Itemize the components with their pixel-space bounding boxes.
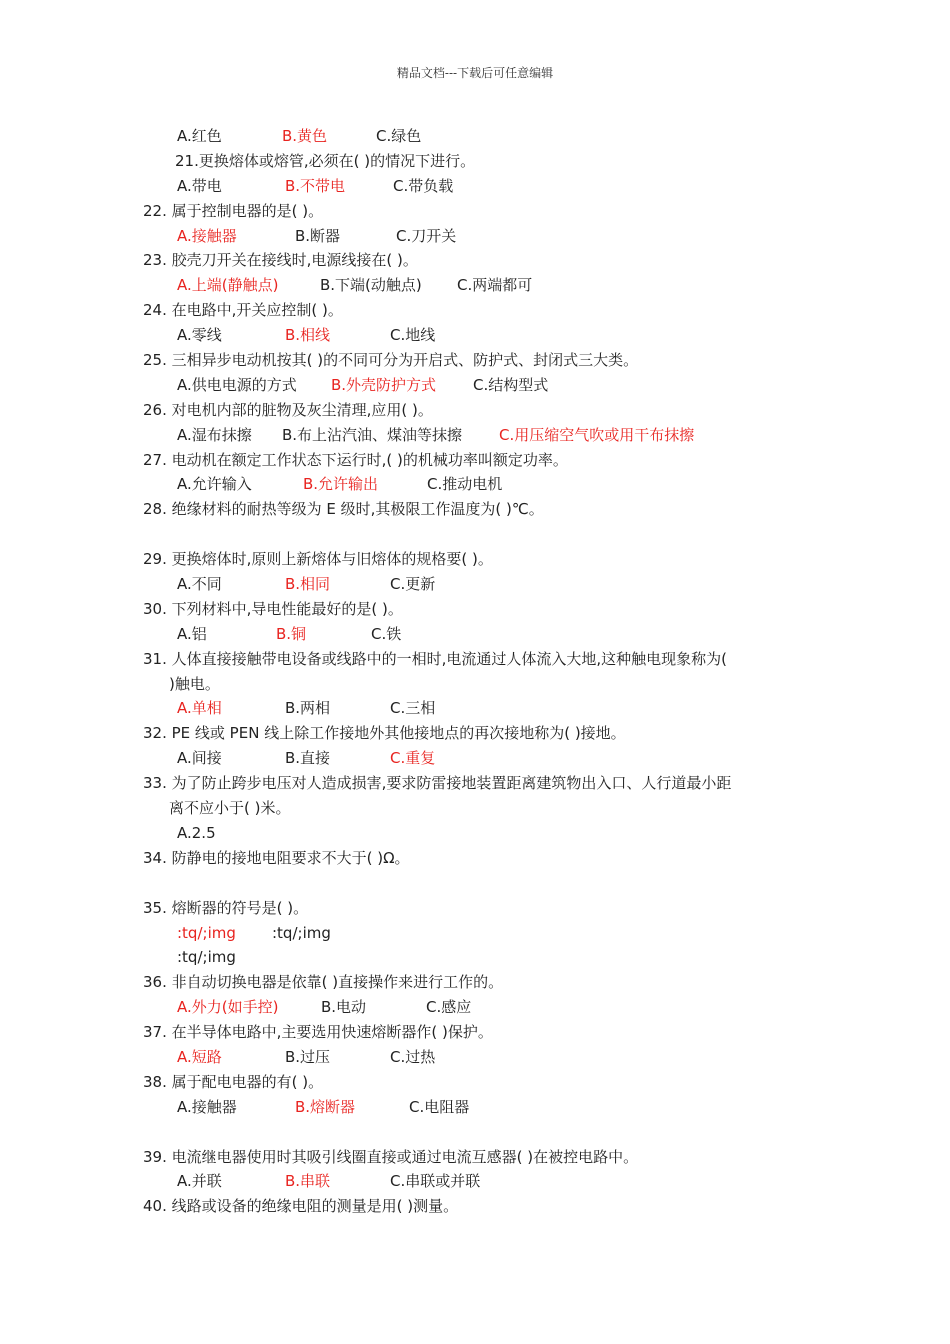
option: C.感应: [426, 998, 472, 1017]
correct-option: B.黄色: [282, 127, 328, 145]
option: A.2.5: [177, 823, 216, 842]
page-header: 精品文档---下载后可任意编辑: [396, 66, 554, 80]
correct-option: B.串联: [285, 1172, 331, 1191]
option: A.允许输入: [177, 475, 252, 494]
question-continuation: 离不应小于( )米。: [169, 799, 291, 818]
option: B.两相: [285, 699, 331, 718]
correct-option: A.短路: [177, 1047, 222, 1066]
correct-option: B.熔断器: [295, 1097, 356, 1116]
answer-options: [143, 696, 823, 721]
question-text: 24. 在电路中,开关应控制( )。: [143, 301, 343, 320]
correct-option: B.不带电: [285, 176, 346, 195]
question-continuation: )触电。: [169, 674, 220, 693]
answer-options: [143, 472, 823, 497]
option: A.湿布抹擦: [177, 425, 252, 444]
answer-options: [143, 273, 823, 298]
answer-options: [143, 921, 823, 946]
option: A.零线: [177, 326, 222, 345]
blank-line: [143, 871, 823, 896]
correct-option: C.重复: [390, 749, 436, 768]
question-text: 34. 防静电的接地电阻要求不大于( )Ω。: [143, 848, 410, 867]
question-text: 30. 下列材料中,导电性能最好的是( )。: [143, 599, 403, 618]
option: B.电动: [321, 998, 367, 1017]
option: B.下端(动触点): [320, 276, 422, 295]
answer-options: [143, 423, 823, 448]
correct-option: A.单相: [177, 699, 222, 718]
option: C.结构型式: [473, 375, 549, 394]
question-text: 26. 对电机内部的脏物及灰尘清理,应用( )。: [143, 400, 433, 419]
option: C.铁: [371, 624, 402, 643]
option: B.断器: [295, 226, 341, 245]
answer-options: [143, 1095, 823, 1120]
question-text: 33. 为了防止跨步电压对人造成损害,要求防雷接地装置距离建筑物出入口、人行道最小距: [143, 774, 732, 793]
question-text: 22. 属于控制电器的是( )。: [143, 201, 324, 220]
question-text: 28. 绝缘材料的耐热等级为 E 级时,其极限工作温度为( )℃。: [143, 500, 544, 519]
answer-options: [143, 622, 823, 647]
correct-option: B.相线: [285, 326, 331, 345]
question-text: 40. 线路或设备的绝缘电阻的测量是用( )测量。: [143, 1197, 459, 1216]
question-text: 37. 在半导体电路中,主要选用快速熔断器作( )保护。: [143, 1023, 493, 1042]
answer-options: [143, 1045, 823, 1070]
option: A.红色: [177, 127, 222, 145]
option: B.直接: [285, 749, 331, 768]
option: C.绿色: [376, 127, 422, 145]
option: C.带负载: [393, 176, 454, 195]
option: C.串联或并联: [390, 1172, 481, 1191]
option: C.更新: [390, 575, 436, 594]
option: :tq/;img: [272, 923, 331, 942]
option: C.地线: [390, 326, 436, 345]
option: A.铝: [177, 624, 207, 643]
question-text: 39. 电流继电器使用时其吸引线圈直接或通过电流互感器( )在被控电路中。: [143, 1147, 639, 1166]
question-list: [143, 124, 823, 1219]
answer-options: [143, 174, 823, 199]
option: A.并联: [177, 1172, 222, 1191]
option: :tq/;img: [177, 948, 236, 967]
answer-options: [143, 124, 823, 149]
option: C.两端都可: [457, 276, 533, 295]
answer-options: [143, 373, 823, 398]
correct-option: A.外力(如手控): [177, 998, 279, 1017]
answer-options: [143, 945, 823, 970]
option: C.推动电机: [427, 475, 503, 494]
question-text: 35. 熔断器的符号是( )。: [143, 898, 309, 917]
option: A.间接: [177, 749, 222, 768]
option: C.三相: [390, 699, 436, 718]
answer-options: [143, 821, 823, 846]
option: B.布上沾汽油、煤油等抹擦: [282, 425, 463, 444]
correct-option: B.允许输出: [303, 475, 379, 494]
question-text: 31. 人体直接接触带电设备或线路中的一相时,电流通过人体流入大地,这种触电现象称为(: [143, 649, 728, 668]
option: A.供电电源的方式: [177, 375, 297, 394]
answer-options: [143, 572, 823, 597]
question-text: 25. 三相异步电动机按其( )的不同可分为开启式、防护式、封闭式三大类。: [143, 351, 639, 370]
correct-option: B.铜: [276, 624, 307, 643]
option: A.接触器: [177, 1097, 237, 1116]
answer-options: [143, 995, 823, 1020]
option: A.带电: [177, 176, 222, 195]
answer-options: [143, 1169, 823, 1194]
question-text: 38. 属于配电电器的有( )。: [143, 1072, 324, 1091]
answer-options: [143, 224, 823, 249]
correct-option: :tq/;img: [177, 923, 236, 942]
question-text: 27. 电动机在额定工作状态下运行时,( )的机械功率叫额定功率。: [143, 450, 568, 469]
question-text: 36. 非自动切换电器是依靠( )直接操作来进行工作的。: [143, 973, 504, 992]
option: B.过压: [285, 1047, 331, 1066]
question-text: 29. 更换熔体时,原则上新熔体与旧熔体的规格要( )。: [143, 550, 493, 569]
answer-options: [143, 323, 823, 348]
option: C.刀开关: [396, 226, 457, 245]
option: C.电阻器: [409, 1097, 470, 1116]
correct-option: A.上端(静触点): [177, 276, 279, 295]
correct-option: A.接触器: [177, 226, 237, 245]
blank-line: [143, 522, 823, 547]
question-text: 21.更换熔体或熔管,必须在( )的情况下进行。: [175, 151, 476, 170]
question-text: 32. PE 线或 PEN 线上除工作接地外其他接地点的再次接地称为( )接地。: [143, 724, 626, 743]
option: C.过热: [390, 1047, 436, 1066]
correct-option: B.相同: [285, 575, 331, 594]
question-text: 23. 胶壳刀开关在接线时,电源线接在( )。: [143, 251, 418, 270]
correct-option: C.用压缩空气吹或用干布抹擦: [499, 425, 695, 444]
blank-line: [143, 1120, 823, 1145]
option: A.不同: [177, 575, 222, 594]
correct-option: B.外壳防护方式: [331, 375, 437, 394]
answer-options: [143, 746, 823, 771]
